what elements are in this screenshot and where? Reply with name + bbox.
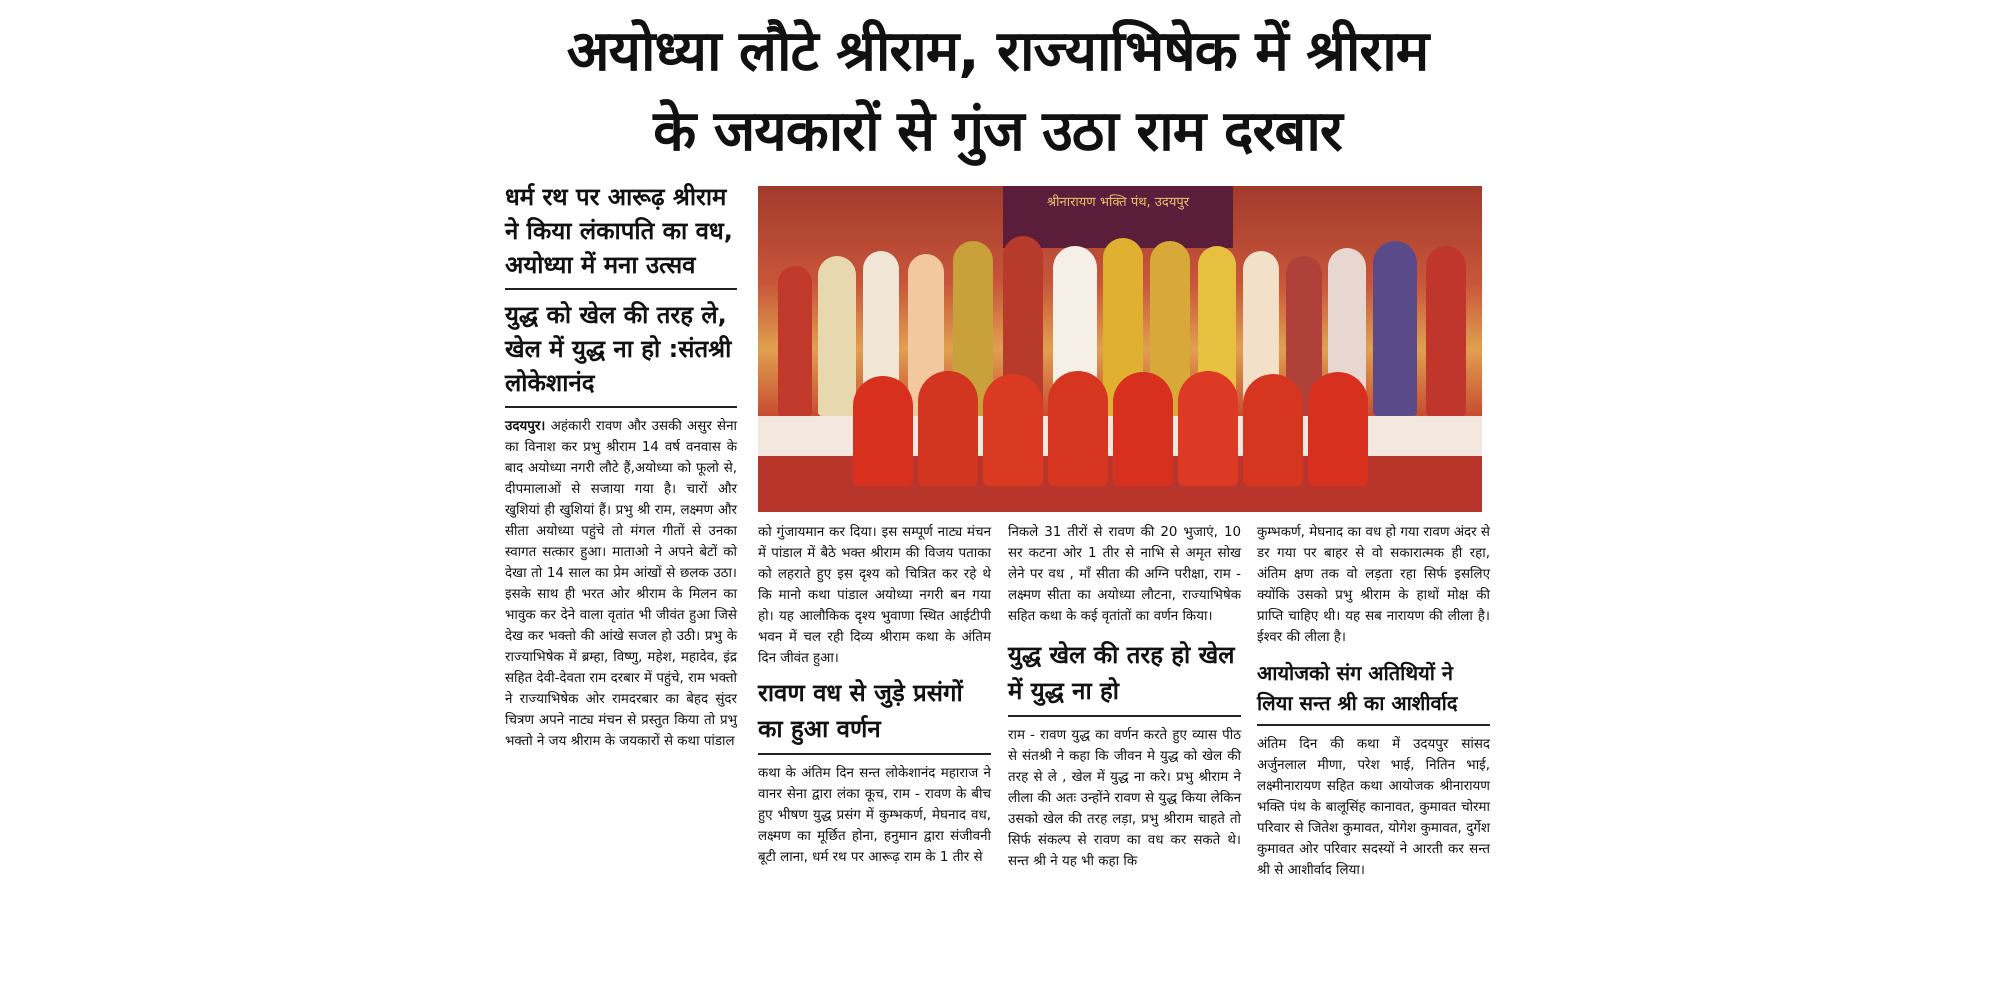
article-text: निकले 31 तीरों से रावण की 20 भुजाएं, 10 सर कटना ओर 1 तीर से नाभि से अमृत सोख लेने पर वध , माँ सीता की अग्नि परीक्षा, राम - लक्ष्मण सीता का अयोध्या लौटना, राज्याभिषेक सहित कथा के कई वृतांतों का वर्णन किया। [1008,525,1241,624]
photo-figure [983,374,1043,486]
divider [505,406,737,408]
article-column-4 [1257,522,1490,881]
headline-line-1: अयोध्या लौटे श्रीराम, राज्याभिषेक में श्रीराम [566,19,1429,84]
article-text: कथा के अंतिम दिन सन्त लोकेशानंद महाराज ने वानर सेना द्वारा लंका कूच, राम - रावण के बीच हुए भीषण युद्ध प्रसंग में कुम्भकर्ण, मेघनाद वध, लक्ष्मण का मूर्छित होना, हनुमान द्वारा संजीवनी बूटी लाना, धर्म रथ पर आरूढ़ राम के 1 तीर से [758,766,991,865]
photo-figure [1373,241,1417,416]
left-column [505,180,737,752]
photo-figure [918,371,978,486]
article-column-2 [758,522,991,868]
dateline: उदयपुर। [505,419,546,434]
subheadline-1: धर्म रथ पर आरूढ़ श्रीराम ने किया लंकापति का वध, अयोध्या में मना उत्सव [505,183,733,279]
article-text: कुम्भकर्ण, मेघनाद का वध हो गया रावण अंदर से डर गया पर बाहर से वो सकारात्मक ही रहा, अंतिम क्षण तक वो लड़ता रहा सिर्फ इसलिए क्योंकि उसको प्रभु श्रीराम के हाथों मोक्ष की प्राप्ति चाहिए थी। यह सब नारायण की लीला है। ईश्वर की लीला है। [1257,525,1490,645]
photo-figure [853,376,913,486]
article-text: राम - रावण युद्ध का वर्णन करते हुए व्यास पीठ से संतश्री ने कहा कि जीवन मे युद्ध को खेल की तरह से ले , खेल में युद्ध ना करे। प्रभु श्रीराम ने लीला की अतः उन्होंने रावण से युद्ध किया लेकिन उसको खेल की तरह लड़ा, प्रभु श्रीराम चाहते तो सिर्फ संकल्प से रावण का वध कर सकते थे। सन्त श्री ने यह भी कहा कि [1008,728,1241,869]
divider [758,753,991,755]
photo-figure [1178,371,1238,486]
article-text: अंतिम दिन की कथा में उदयपुर सांसद अर्जुनलाल मीणा, परेश भाई, नितिन भाई, लक्ष्मीनारायण सहित कथा आयोजक श्रीनारायण भक्ति पंथ के बालूसिंह कानावत, कुमावत चोरमा परिवार से जितेश कुमावत, योगेश कुमावत, दुर्गेश कुमावत ओर परिवार सदस्यों ने आरती कर सन्त श्री से आशीर्वाद लिया। [1257,737,1490,878]
headline [505,12,1490,172]
article-column-3 [1008,522,1241,872]
subheadline-2: युद्ध को खेल की तरह ले, खेल में युद्ध ना हो :संतश्री लोकेशानंद [505,301,732,397]
photo-banner-text: श्रीनारायण भक्ति पंथ, उदयपुर [1046,195,1190,210]
photo-figure [1113,372,1173,486]
headline-line-2: के जयकारों से गुंज उठा राम दरबार [653,99,1342,164]
event-photo [758,186,1482,512]
divider [505,288,737,290]
newspaper-clipping [505,0,1490,1000]
divider [1257,724,1490,726]
article-text: को गुंजायमान कर दिया। इस सम्पूर्ण नाट्य मंचन में पांडाल में बैठे भक्त श्रीराम की विजय पताका को लहराते हुए इस दृश्य को चित्रित कर रहे थे कि मानो कथा पांडाल अयोध्या नगरी बन गया हो। यह आलौकिक दृश्य भुवाणा स्थित आईटीपी भवन में चल रही दिव्य श्रीराम कथा के अंतिम दिन जीवंत हुआ। [758,525,991,666]
subheadline-4: युद्ध खेल की तरह हो खेल में युद्ध ना हो [1008,641,1235,705]
photo-figure [1426,246,1466,416]
photo-figure [818,256,856,416]
photo-figure [1243,374,1303,486]
photo-figure [1308,372,1368,486]
photo-figure [1048,371,1108,486]
photo-figure [778,266,812,416]
article-intro [505,416,737,752]
article-intro-text: अहंकारी रावण और उसकी असुर सेना का विनाश कर प्रभु श्रीराम 14 वर्ष वनवास के बाद अयोध्या नगरी लौटे हैं,अयोध्या को फूलो से, दीपमालाओं से सजाया गया है। चारों और खुशियां ही खुशियां हैं। प्रभु श्री राम, लक्ष्मण और सीता अयोध्या पहुंचे तो मंगल गीतों से उनका स्वागत सत्कार हुआ। माताओ ने अपने बेटों को देखा तो 14 साल का प्रेम आंखों से छलक उठा। इसके साथ ही भरत ओर श्रीराम के मिलन का भावुक कर देने वाला वृतांत भी जीवंत हुआ जिसे देख कर भक्तो की आंखे सजल हो उठी। प्रभु के राज्याभिषेक में ब्रम्हा, विष्णु, महेश, महादेव, इंद्र सहित देवी-देवता राम दरबार में पहुंचे, राम भक्तो ने राज्याभिषेक ओर रामदरबार का बेहद सुंदर चित्रण अपने नाट्य मंचन से प्रस्तुत किया तो प्रभु भक्तो ने जय श्रीराम के जयकारों से कथा पांडाल [505,419,737,749]
subheadline-5: आयोजको संग अतिथियों ने लिया सन्त श्री का आशीर्वाद [1257,661,1458,715]
subheadline-3: रावण वध से जुड़े प्रसंगों का हुआ वर्णन [758,679,963,743]
divider [1008,715,1241,717]
